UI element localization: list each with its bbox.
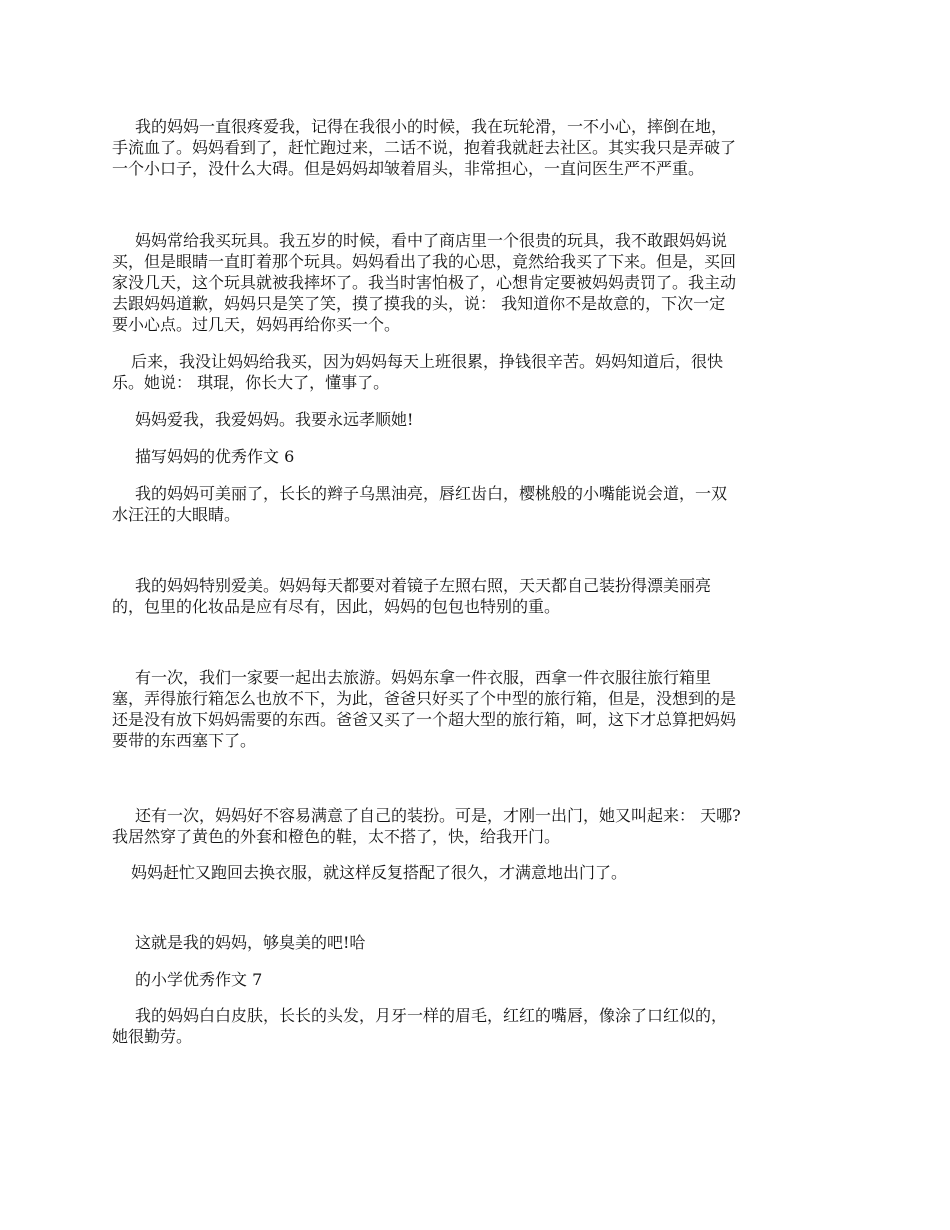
paragraph-5 [112,483,840,525]
text-line: 的，包里的化妆品是应有尽有，因此，妈妈的包包也特别的重。 [112,597,561,616]
text-line: 乐。她说： 琪琨，你长大了，懂事了。 [112,373,390,392]
text-line: 我的妈妈特别爱美。妈妈每天都要对着镜子左照右照，天天都自己装扮得漂美丽亮 [135,576,712,595]
text-line: 买，但是眼睛一直盯着那个玩具。妈妈看出了我的心思，竟然给我买了下来。但是，买回 [112,252,737,271]
text-line: 一个小口子，没什么大碍。但是妈妈却皱着眉头，非常担心，一直问医生严不严重。 [112,159,705,178]
text-line: 去跟妈妈道歉，妈妈只是笑了笑，摸了摸我的头，说： 我知道你不是故意的，下次一定 [112,294,726,313]
text-line: 妈妈爱我，我爱妈妈。我要永远孝顺她! [135,410,414,429]
paragraph-7 [112,667,840,751]
paragraph-8 [112,805,840,847]
section-heading-7 [112,969,840,990]
paragraph-9 [112,862,840,883]
paragraph-2 [112,230,840,335]
text-line: 家没几天，这个玩具就被我摔坏了。我当时害怕极了，心想肯定要被妈妈责罚了。我主动 [112,273,737,292]
section-heading-6 [112,446,840,467]
text-line: 这就是我的妈妈，够臭美的吧!哈 [135,933,366,952]
text-line: 妈妈常给我买玩具。我五岁的时候，看中了商店里一个很贵的玩具，我不敢跟妈妈说 [135,231,728,250]
paragraph-1 [112,116,840,179]
text-line: 还有一次，妈妈好不容易满意了自己的装扮。可是，才刚一出门，她又叫起来： 天哪? [135,806,741,825]
text-line: 水汪汪的大眼睛。 [112,505,241,524]
text-line: 手流血了。妈妈看到了，赶忙跑过来，二话不说，抱着我就赶去社区。其实我只是弄破了 [112,138,737,157]
text-line: 我的妈妈白白皮肤，长长的头发，月牙一样的眉毛，红红的嘴唇，像涂了口红似的， [135,1006,728,1025]
text-line: 妈妈赶忙又跑回去换衣服，就这样反复搭配了很久，才满意地出门了。 [131,863,628,882]
paragraph-4 [112,409,840,430]
text-line: 我的妈妈可美丽了，长长的辫子乌黑油亮，唇红齿白，樱桃般的小嘴能说会道，一双 [135,484,728,503]
text-line: 还是没有放下妈妈需要的东西。爸爸又买了一个超大型的旅行箱，呵，这下才总算把妈妈 [112,710,737,729]
paragraph-10 [112,932,840,953]
text-line: 描写妈妈的优秀作文 6 [135,447,295,466]
paragraph-6 [112,575,840,617]
text-line: 的小学优秀作文 7 [135,970,263,989]
text-line: 我居然穿了黄色的外套和橙色的鞋，太不搭了，快，给我开门。 [112,827,561,846]
text-line: 要小心点。过几天，妈妈再给你买一个。 [112,315,401,334]
text-line: 塞，弄得旅行箱怎么也放不下，为此，爸爸只好买了个中型的旅行箱，但是，没想到的是 [112,689,737,708]
text-line: 后来，我没让妈妈给我买，因为妈妈每天上班很累，挣钱很辛苦。妈妈知道后，很快 [131,352,724,371]
paragraph-3 [112,351,840,393]
text-line: 她很勤劳。 [112,1027,193,1046]
text-line: 要带的东西塞下了。 [112,731,257,750]
text-line: 我的妈妈一直很疼爱我，记得在我很小的时候，我在玩轮滑，一不小心，摔倒在地， [135,117,728,136]
paragraph-11 [112,1005,840,1047]
text-line: 有一次，我们一家要一起出去旅游。妈妈东拿一件衣服，西拿一件衣服往旅行箱里 [135,668,712,687]
